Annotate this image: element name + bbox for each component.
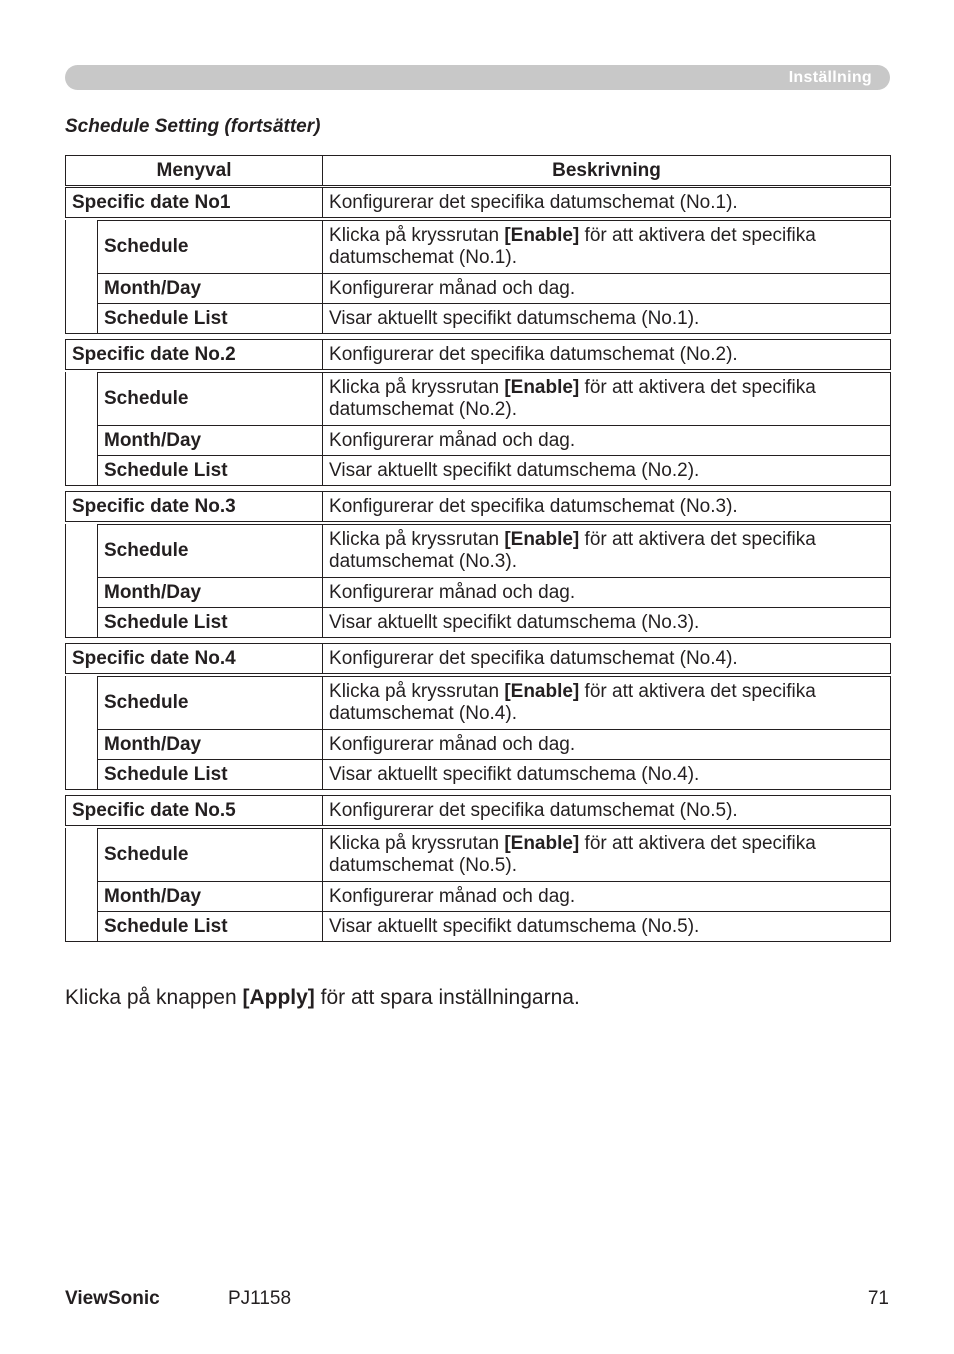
note-text-pre: Klicka på knappen — [65, 986, 243, 1009]
row-label: Month/Day — [97, 730, 323, 760]
header-section-label: Inställning — [788, 69, 872, 86]
note-text-post: för att spara inställningarna. — [314, 986, 580, 1009]
row-label: Schedule — [97, 220, 323, 274]
group-label: Specific date No.5 — [65, 795, 323, 826]
footer-note — [65, 986, 580, 1010]
enable-checkbox-label: [Enable] — [504, 377, 580, 398]
row-label: Schedule — [97, 828, 323, 882]
row-label: Schedule List — [97, 608, 323, 638]
desc-text: Klicka på kryssrutan — [329, 225, 505, 246]
group-indent — [65, 524, 97, 638]
row-description: Konfigurerar månad och dag. — [323, 730, 891, 760]
desc-text: Klicka på kryssrutan — [329, 377, 505, 398]
row-description: Konfigurerar månad och dag. — [323, 426, 891, 456]
row-label: Month/Day — [97, 882, 323, 912]
apply-button-label: [Apply] — [242, 986, 315, 1009]
group-description: Konfigurerar det specifika datumschemat (No.5). — [323, 795, 891, 826]
row-description — [323, 220, 891, 274]
row-label: Schedule — [97, 372, 323, 426]
row-description: Visar aktuellt specifikt datumschema (No.5). — [323, 912, 891, 942]
row-description: Visar aktuellt specifikt datumschema (No.4). — [323, 760, 891, 790]
desc-text: Klicka på kryssrutan — [329, 681, 505, 702]
enable-checkbox-label: [Enable] — [504, 833, 580, 854]
row-description: Konfigurerar månad och dag. — [323, 882, 891, 912]
group-indent — [65, 828, 97, 942]
row-label: Schedule — [97, 524, 323, 578]
header-bar — [65, 65, 890, 90]
desc-text: Klicka på kryssrutan — [329, 833, 505, 854]
group-indent — [65, 372, 97, 486]
footer-model: PJ1158 — [228, 1288, 292, 1309]
group-description: Konfigurerar det specifika datumschemat (No.1). — [323, 187, 891, 218]
desc-text: för att aktivera det specifika datumschemat (No.3). — [329, 529, 816, 572]
row-label: Schedule List — [97, 456, 323, 486]
row-label: Month/Day — [97, 578, 323, 608]
desc-text: för att aktivera det specifika datumschemat (No.5). — [329, 833, 816, 876]
row-description: Konfigurerar månad och dag. — [323, 274, 891, 304]
row-description: Visar aktuellt specifikt datumschema (No.3). — [323, 608, 891, 638]
row-label: Schedule — [97, 676, 323, 730]
row-label: Month/Day — [97, 274, 323, 304]
footer-brand: ViewSonic — [65, 1288, 160, 1309]
row-label: Schedule List — [97, 304, 323, 334]
column-header-description: Beskrivning — [323, 155, 891, 186]
desc-text: för att aktivera det specifika datumschemat (No.1). — [329, 225, 816, 268]
group-description: Konfigurerar det specifika datumschemat (No.3). — [323, 491, 891, 522]
group-label: Specific date No1 — [65, 187, 323, 218]
row-description — [323, 828, 891, 882]
desc-text: för att aktivera det specifika datumschemat (No.4). — [329, 681, 816, 724]
row-description: Visar aktuellt specifikt datumschema (No.2). — [323, 456, 891, 486]
group-description: Konfigurerar det specifika datumschemat (No.2). — [323, 339, 891, 370]
row-label: Schedule List — [97, 760, 323, 790]
enable-checkbox-label: [Enable] — [504, 225, 580, 246]
row-label: Schedule List — [97, 912, 323, 942]
settings-table — [65, 155, 891, 942]
row-label: Month/Day — [97, 426, 323, 456]
row-description — [323, 524, 891, 578]
group-label: Specific date No.2 — [65, 339, 323, 370]
row-description: Visar aktuellt specifikt datumschema (No.1). — [323, 304, 891, 334]
group-description: Konfigurerar det specifika datumschemat (No.4). — [323, 643, 891, 674]
row-description — [323, 372, 891, 426]
enable-checkbox-label: [Enable] — [504, 681, 580, 702]
footer-page-number: 71 — [867, 1288, 889, 1309]
group-indent — [65, 676, 97, 790]
row-description — [323, 676, 891, 730]
desc-text: för att aktivera det specifika datumschemat (No.2). — [329, 377, 816, 420]
section-title: Schedule Setting (fortsätter) — [65, 116, 321, 137]
column-header-menu: Menyval — [65, 155, 323, 186]
row-description: Konfigurerar månad och dag. — [323, 578, 891, 608]
group-label: Specific date No.4 — [65, 643, 323, 674]
group-indent — [65, 220, 97, 334]
group-label: Specific date No.3 — [65, 491, 323, 522]
enable-checkbox-label: [Enable] — [504, 529, 580, 550]
desc-text: Klicka på kryssrutan — [329, 529, 505, 550]
